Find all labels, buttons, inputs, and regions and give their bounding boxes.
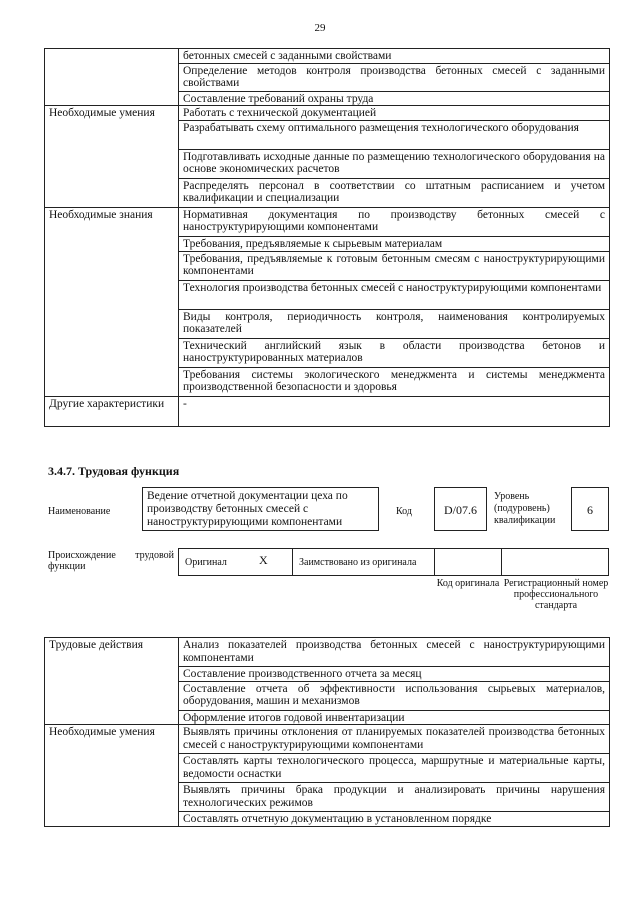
row-label-actions: Трудовые действия [45, 638, 179, 725]
table-cell: Составление отчета об эффективности использования сырьевых материалов, оборудования, машин и механизмов [179, 681, 610, 710]
code-original-cell [434, 548, 502, 576]
table-cell: Составлять карты технологического процесса, маршрутные и материальные карты, ведомости оснастки [179, 754, 610, 783]
name-label: Наименование [48, 506, 111, 517]
reg-number-cell [501, 548, 609, 576]
table-cell: Разрабатывать схему оптимального размещения технологического оборудования [179, 120, 610, 149]
level-label: Уровень (подуровень) квалификации [494, 491, 556, 526]
table-cell: Требования системы экологического менеджмента и системы менеджмента производственной безопасности и здоровья [179, 367, 610, 396]
code-original-label: Код оригинала [436, 578, 500, 589]
table-cell: Виды контроля, периодичность контроля, наименования контролируемых показателей [179, 309, 610, 338]
table-cell: Работать с технической документацией [179, 106, 610, 121]
reg-number-label: Регистрационный номер профессионального стандарта [503, 578, 609, 611]
table-cell: Подготавливать исходные данные по размещению технологического оборудования на основе экономических расчетов [179, 149, 610, 178]
table-cell: Определение методов контроля производства бетонных смесей с заданными свойствами [179, 63, 610, 91]
table-cell: Распределять персонал в соответствии со штатным расписанием и учетом квалификации и специализации [179, 178, 610, 207]
table-cell: - [179, 396, 610, 426]
original-cell [178, 548, 293, 576]
function-code: D/07.6 [434, 487, 487, 531]
actions-skills-table [44, 637, 610, 827]
table-cell: Требования, предъявляемые к сырьевым материалам [179, 236, 610, 251]
table-cell: Технология производства бетонных смесей с наноструктурирующими компонентами [179, 280, 610, 309]
row-label-other: Другие характеристики [45, 396, 179, 426]
row-label-empty [45, 49, 179, 106]
table-cell: Требования, предъявляемые к готовым бетонным смесям с наноструктурирующими компонентами [179, 251, 610, 280]
row-label-skills: Необходимые умения [45, 725, 179, 827]
table-cell: Технический английский язык в области производства бетонов и наноструктурированных материалов [179, 338, 610, 367]
skills-knowledge-table [44, 48, 610, 427]
section-heading: 3.4.7. Трудовая функция [48, 464, 180, 478]
original-mark: X [259, 553, 268, 567]
function-name: Ведение отчетной документации цеха по производству бетонных смесей с наноструктурирующими компонентами [142, 487, 379, 531]
table-cell: Составление требований охраны труда [179, 91, 610, 106]
row-label-skills: Необходимые умения [45, 106, 179, 208]
original-label: Оригинал [185, 557, 227, 568]
table-cell: бетонных смесей с заданными свойствами [179, 49, 610, 64]
qualification-level: 6 [571, 487, 609, 531]
table-cell: Анализ показателей производства бетонных смесей с наноструктурирующими компонентами [179, 638, 610, 667]
row-label-knowledge: Необходимые знания [45, 207, 179, 396]
table-cell: Выявлять причины брака продукции и анализировать причины нарушения технологических режимов [179, 783, 610, 812]
table-cell: Нормативная документация по производству бетонных смесей с наноструктурирующими компонентами [179, 207, 610, 236]
code-label: Код [396, 506, 412, 517]
borrowed-cell [292, 548, 435, 576]
table-cell: Составление производственного отчета за месяц [179, 667, 610, 682]
borrowed-label: Заимствовано из оригинала [299, 557, 417, 568]
table-cell: Составлять отчетную документацию в установленном порядке [179, 812, 610, 827]
table-cell: Выявлять причины отклонения от планируемых показателей производства бетонных смесей с наноструктурирующими компонентами [179, 725, 610, 754]
page-number: 29 [314, 22, 326, 34]
origin-label: Происхождение трудовой функции [48, 550, 174, 572]
table-cell: Оформление итогов годовой инвентаризации [179, 710, 610, 725]
